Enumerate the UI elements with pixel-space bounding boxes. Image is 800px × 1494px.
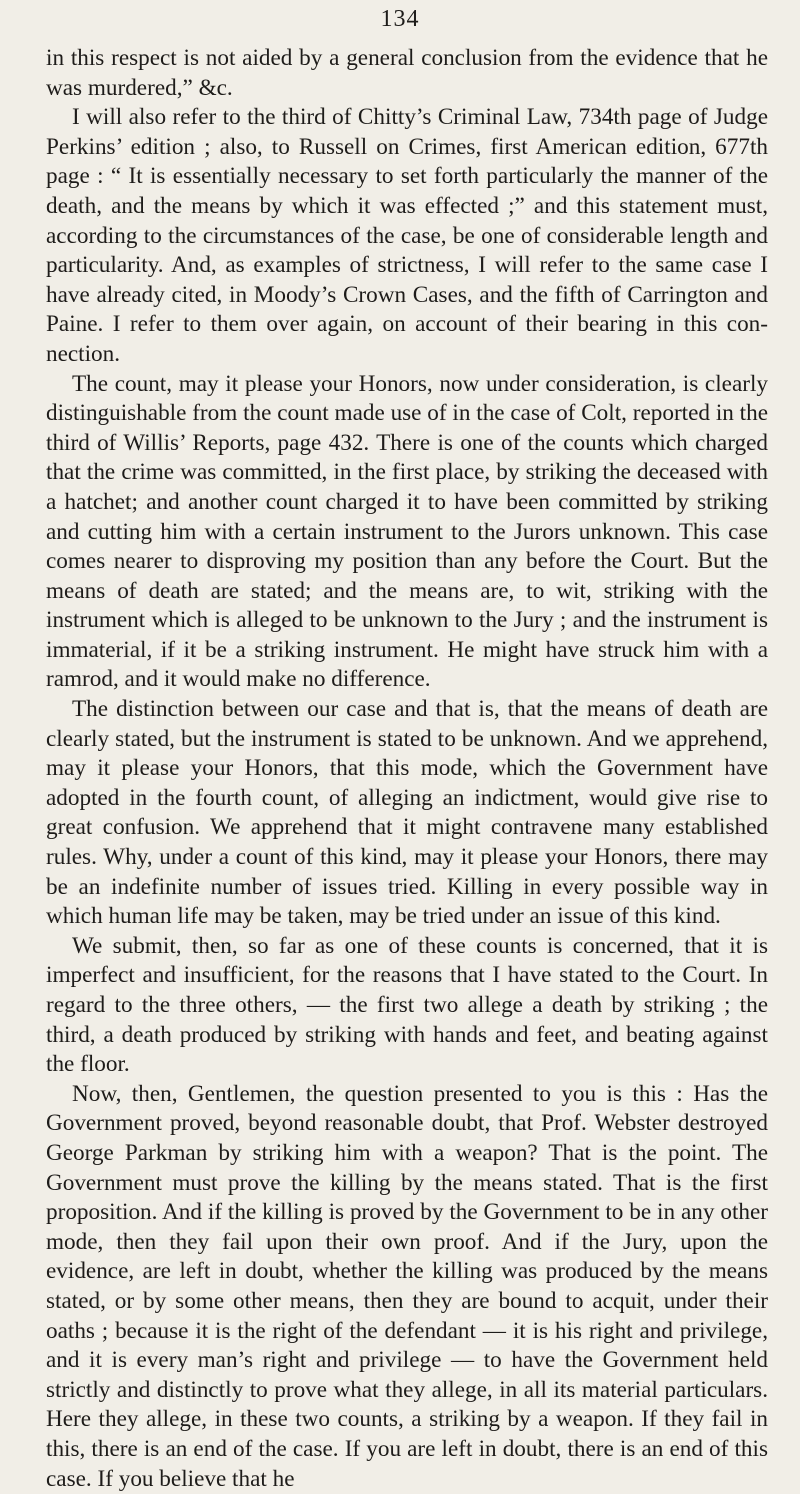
- page-number: 134: [380, 6, 420, 32]
- paragraph: in this respect is not aided by a general conclusion from the evidence that he was murdered,” &c.: [46, 45, 768, 101]
- paragraph: Now, then, Gentlemen, the question presented to you is this : Has the Government proved, beyond reasonable doubt, that Prof. Webster destroyed George Parkman by striking him with a weapon? That is the point. The Government must prove the killing by the means stated. That is the first proposition. And if the killing is proved by the Government to be in any other mode, then they fail upon their own proof. And if the Jury, upon the evidence, are left in doubt, whether the killing was produced by the means stated, or by some other means, then they are bound to acquit, under their oaths ; because it is the right of the defendant — it is his right and privilege, and it is every man’s right and privilege — to have the Government held strictly and distinctly to prove what they allege, in all its material particulars. Here they allege, in these two counts, a striking by a weapon. If they fail in this, there is an end of the case. If you are left in doubt, there is an end of this case. If you believe that he: [46, 1080, 768, 1492]
- paragraph: We submit, then, so far as one of these counts is concerned, that it is imperfect and insufficient, for the reasons that I have stated to the Court. In regard to the three others, — the first two allege a death by striking ; the third, a death produced by striking with hands and feet, and beating against the floor.: [46, 932, 768, 1078]
- paragraph: I will also refer to the third of Chitty’s Criminal Law, 734th page of Judge Perkins’ edition ; also, to Russell on Crimes, first American edition, 677th page : “ It is essentially necessary to set forth particularly the manner of the death, and the means by which it was effected ;” and this statement must, according to the circumstances of the case, be one of considerable length and particularity. And, as examples of strictness, I will refer to the same case I have already cited, in Moody’s Crown Cases, and the fifth of Carrington and Paine. I refer to them over again, on account of their bearing in this connection.: [46, 104, 768, 367]
- paragraph: The count, may it please your Honors, now under consideration, is clearly distinguishable from the count made use of in the case of Colt, reported in the third of Willis’ Reports, page 432. There is one of the counts which charged that the crime was committed, in the first place, by striking the deceased with a hatchet; and another count charged it to have been committed by striking and cutting him with a certain instrument to the Jurors unknown. This case comes nearer to disproving my position than any before the Court. But the means of death are stated; and the means are, to wit, striking with the instrument which is alleged to be unknown to the Jury ; and the instrument is immaterial, if it be a striking instrument. He might have struck him with a ramrod, and it would make no difference.: [46, 370, 768, 693]
- page-body: [46, 44, 768, 1494]
- paragraph: The distinction between our case and that is, that the means of death are clearly stated, but the instrument is stated to be unknown. And we apprehend, may it please your Honors, that this mode, which the Government have adopted in the fourth count, of alleging an indictment, would give rise to great confusion. We apprehend that it might contravene many established rules. Why, under a count of this kind, may it please your Honors, there may be an indefinite number of issues tried. Killing in every possible way in which human life may be taken, may be tried under an issue of this kind.: [46, 696, 768, 930]
